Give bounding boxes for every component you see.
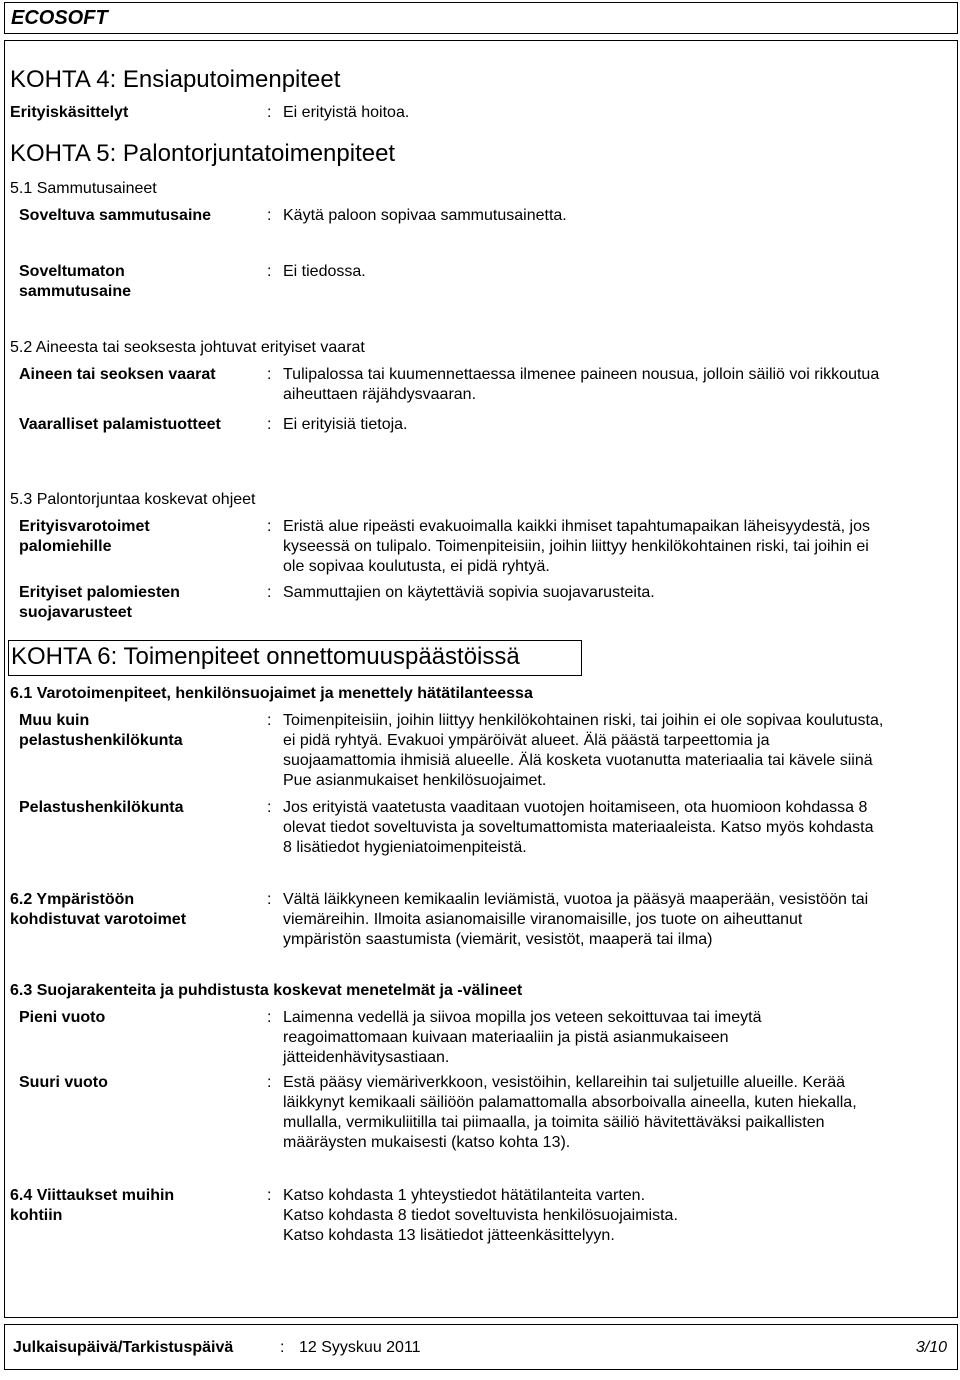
colon: :: [267, 366, 272, 383]
value-6-2-line3: ympäristön saastumista (viemärit, vesistöt, maaperä tai ilma): [283, 931, 713, 948]
label-suuri-vuoto: Suuri vuoto: [19, 1074, 108, 1091]
value-pelastushenkilokunta-line2: olevat tiedot soveltuvista ja soveltumattomista materiaaleista. Katso myös kohdasta: [283, 819, 874, 836]
header-box: [4, 2, 958, 34]
colon: :: [267, 799, 272, 816]
value-pieni-vuoto-line1: Laimenna vedellä ja siivoa mopilla jos veteen sekoittuvaa tai imeytä: [283, 1009, 762, 1026]
footer-box: [4, 1324, 958, 1370]
label-erityisvarotoimet-line2: palomiehille: [19, 538, 112, 555]
colon: :: [267, 518, 272, 535]
value-erityiskasittelyt: Ei erityistä hoitoa.: [283, 104, 410, 121]
label-erityiskasittelyt: Erityiskäsittelyt: [10, 104, 129, 121]
value-pieni-vuoto-line3: jätteidenhävitysastiaan.: [283, 1049, 450, 1066]
value-erityisvarotoimet-line2: kyseessä on tulipalo. Toimenpiteisiin, joihin liittyy henkilökohtainen riski, tai joihin ei: [283, 538, 869, 555]
value-muu-kuin-line2: ei pidä ryhtyä. Evakuoi ympäröivät alueet. Älä päästä tarpeettomia ja: [283, 732, 770, 749]
label-soveltumaton-line1: Soveltumaton: [19, 263, 125, 280]
label-palomiesten-suojavarusteet-line2: suojavarusteet: [19, 604, 132, 621]
value-erityisvarotoimet-line3: ole sopivaa koulutusta, ei pidä ryhtyä.: [283, 558, 550, 575]
subsection-6-1-title: 6.1 Varotoimenpiteet, henkilönsuojaimet ja menettely hätätilanteessa: [10, 685, 533, 702]
colon: :: [267, 1187, 272, 1204]
value-suuri-vuoto-line3: mullalla, vermikuliitilla tai piimaalla, ja toimita säiliö hävitettäväksi paikallisten: [283, 1114, 825, 1131]
label-muu-kuin-line1: Muu kuin: [19, 712, 90, 729]
label-pelastushenkilokunta: Pelastushenkilökunta: [19, 799, 184, 816]
footer-colon: :: [280, 1339, 285, 1356]
value-pelastushenkilokunta-line1: Jos erityistä vaatetusta vaaditaan vuotojen hoitamiseen, ota huomioon kohdassa 8: [283, 799, 868, 816]
colon: :: [267, 1074, 272, 1091]
value-soveltumaton: Ei tiedossa.: [283, 263, 366, 280]
value-6-4-line2: Katso kohdasta 8 tiedot soveltuvista henkilösuojaimista.: [283, 1207, 678, 1224]
subsection-5-3-title: 5.3 Palontorjuntaa koskevat ohjeet: [10, 491, 256, 508]
colon: :: [267, 104, 272, 121]
value-suuri-vuoto-line2: läikkynyt kemikaali säiliöön palamattomalla absorboivalla aineella, kuten hiekalla,: [283, 1094, 857, 1111]
value-suuri-vuoto-line4: määräysten mukaisesti (katso kohta 13).: [283, 1134, 571, 1151]
brand-name: ECOSOFT: [11, 7, 108, 29]
colon: :: [267, 263, 272, 280]
value-6-4-line1: Katso kohdasta 1 yhteystiedot hätätilanteita varten.: [283, 1187, 646, 1204]
section-5-title: KOHTA 5: Palontorjuntatoimenpiteet: [10, 140, 396, 167]
value-muu-kuin-line4: Pue asianmukaiset henkilösuojaimet.: [283, 772, 547, 789]
colon: :: [267, 207, 272, 224]
section-4-title: KOHTA 4: Ensiaputoimenpiteet: [10, 66, 341, 93]
value-6-2-line2: viemäreihin. Ilmoita asianomaisille viranomaisille, jos tuote on aiheuttanut: [283, 911, 803, 928]
value-soveltuva-sammutusaine: Käytä paloon sopivaa sammutusainetta.: [283, 207, 567, 224]
value-6-2-line1: Vältä läikkyneen kemikaalin leviämistä, vuotoa ja pääsyä maaperään, vesistöön tai: [283, 891, 869, 908]
value-aineen-vaarat-line1: Tulipalossa tai kuumennettaessa ilmenee paineen nousua, jolloin säiliö voi rikkoutua: [283, 366, 880, 383]
colon: :: [267, 891, 272, 908]
value-pelastushenkilokunta-line3: 8 lisätiedot hygieniatoimenpiteistä.: [283, 839, 527, 856]
page-number: 3/10: [915, 1339, 947, 1356]
label-aineen-vaarat: Aineen tai seoksen vaarat: [19, 366, 216, 383]
subsection-5-1-title: 5.1 Sammutusaineet: [10, 180, 157, 197]
value-6-4-line3: Katso kohdasta 13 lisätiedot jätteenkäsittelyyn.: [283, 1227, 615, 1244]
subsection-5-2-title: 5.2 Aineesta tai seoksesta johtuvat erityiset vaarat: [10, 339, 365, 356]
value-pieni-vuoto-line2: reagoimattomaan kuivaan materiaaliin ja pistä asianmukaiseen: [283, 1029, 729, 1046]
section-6-title: KOHTA 6: Toimenpiteet onnettomuuspäästöissä: [11, 643, 520, 670]
value-aineen-vaarat-line2: aiheuttaen räjähdysvaaran.: [283, 386, 477, 403]
label-palomiesten-suojavarusteet-line1: Erityiset palomiesten: [19, 584, 180, 601]
label-vaaralliset-palamistuotteet: Vaaralliset palamistuotteet: [19, 416, 221, 433]
value-vaaralliset-palamistuotteet: Ei erityisiä tietoja.: [283, 416, 408, 433]
colon: :: [267, 1009, 272, 1026]
label-soveltumaton-line2: sammutusaine: [19, 283, 132, 300]
value-erityisvarotoimet-line1: Eristä alue ripeästi evakuoimalla kaikki ihmiset tapahtumapaikan läheisyydestä, jos: [283, 518, 870, 535]
label-6-4-line1: 6.4 Viittaukset muihin: [10, 1187, 175, 1204]
value-suuri-vuoto-line1: Estä pääsy viemäriverkkoon, vesistöihin, kellareihin tai suljetuille alueille. Kerää: [283, 1074, 846, 1091]
label-6-2-line1: 6.2 Ympäristöön: [10, 891, 135, 908]
label-6-2-line2: kohdistuvat varotoimet: [10, 911, 187, 928]
label-muu-kuin-line2: pelastushenkilökunta: [19, 732, 183, 749]
colon: :: [267, 712, 272, 729]
value-muu-kuin-line1: Toimenpiteisiin, joihin liittyy henkilökohtainen riski, tai joihin ei ole sopivaa koulutusta,: [283, 712, 884, 729]
label-pieni-vuoto: Pieni vuoto: [19, 1009, 106, 1026]
colon: :: [267, 584, 272, 601]
subsection-6-3-title: 6.3 Suojarakenteita ja puhdistusta koskevat menetelmät ja -välineet: [10, 982, 523, 999]
value-muu-kuin-line3: suojaamattomia ihmisiä alueelle. Älä kosketa vuotanutta materiaalia tai kävele siinä: [283, 752, 873, 769]
footer-date: 12 Syyskuu 2011: [299, 1339, 421, 1356]
section-6-title-box: [8, 640, 582, 676]
footer-label: Julkaisupäivä/Tarkistuspäivä: [13, 1339, 234, 1356]
label-soveltuva-sammutusaine: Soveltuva sammutusaine: [19, 207, 212, 224]
value-palomiesten-suojavarusteet: Sammuttajien on käytettäviä sopivia suojavarusteita.: [283, 584, 655, 601]
label-6-4-line2: kohtiin: [10, 1207, 63, 1224]
label-erityisvarotoimet-line1: Erityisvarotoimet: [19, 518, 150, 535]
colon: :: [267, 416, 272, 433]
